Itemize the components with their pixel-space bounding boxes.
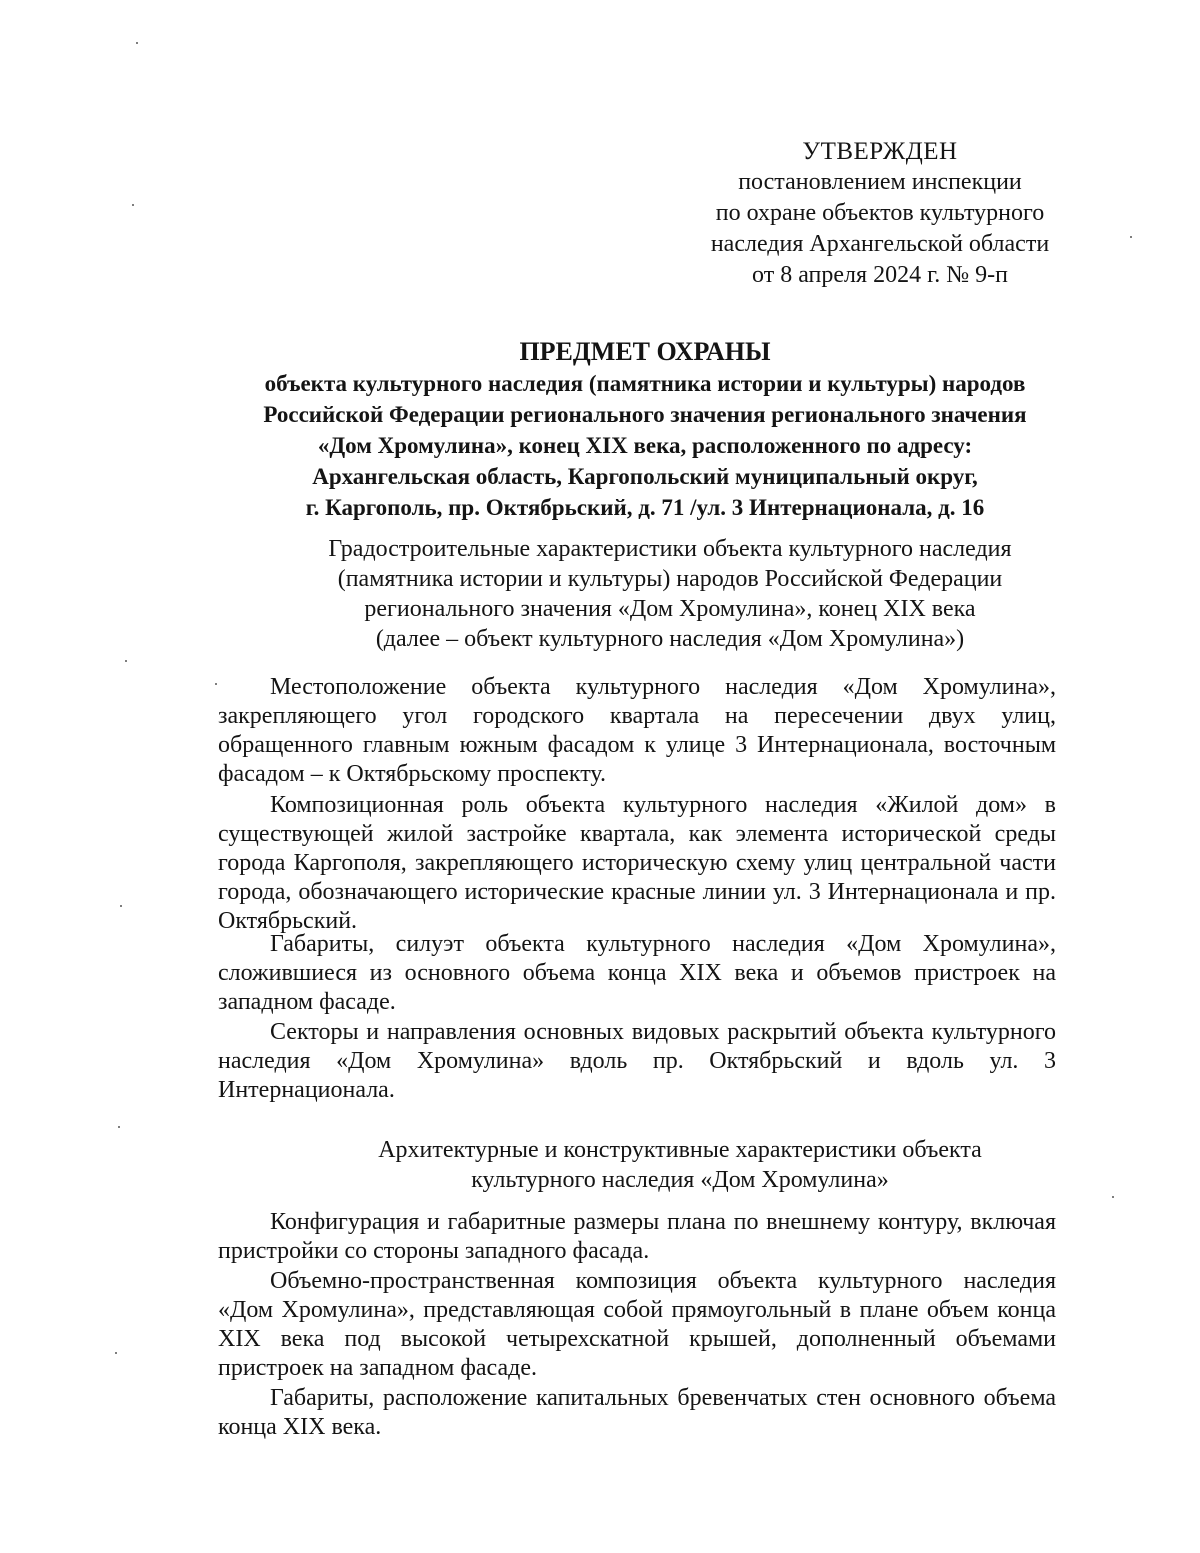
paragraph-walls: Габариты, расположение капитальных бревенчатых стен основного объема конца XIX века. bbox=[218, 1385, 1056, 1440]
section-heading-architecture bbox=[340, 1135, 1020, 1195]
document-subtitle-line: Архангельская область, Каргопольский муниципальный округ, bbox=[312, 464, 978, 489]
section-heading-line: регионального значения «Дом Хромулина», конец XIX века bbox=[364, 596, 976, 622]
scan-speck bbox=[115, 1352, 117, 1354]
document-title: ПРЕДМЕТ ОХРАНЫ bbox=[519, 337, 771, 366]
paragraph-volume-composition: Объемно-пространственная композиция объекта культурного наследия «Дом Хромулина», представляющая собой прямоугольный в плане объем конца XIX века под высокой четырехскатной крышей, дополненный объемами пристроек на западном фасаде. bbox=[218, 1268, 1056, 1381]
section-heading-line: Архитектурные и конструктивные характеристики объекта bbox=[378, 1137, 982, 1163]
document-subtitle-line: Российской Федерации регионального значения регионального значения bbox=[263, 402, 1027, 427]
section-heading-line: культурного наследия «Дом Хромулина» bbox=[471, 1167, 889, 1193]
paragraph-location: Местоположение объекта культурного наследия «Дом Хромулина», закрепляющего угол городского квартала на пересечении двух улиц, обращенного главным южным фасадом к улице 3 Интернационала, восточным фасадом – к Октябрьскому проспекту. bbox=[218, 674, 1056, 787]
approval-title: УТВЕРЖДЕН bbox=[802, 138, 958, 165]
approval-line: по охране объектов культурного bbox=[715, 200, 1045, 226]
section-heading-line: (далее – объект культурного наследия «Дом Хромулина») bbox=[375, 626, 965, 652]
scan-speck bbox=[132, 204, 134, 206]
section-heading-urban-planning bbox=[270, 534, 1070, 654]
scan-speck bbox=[1112, 1196, 1114, 1198]
document-subtitle-line: г. Каргополь, пр. Октябрьский, д. 71 /ул. 3 Интернационала, д. 16 bbox=[305, 495, 985, 520]
paragraph-dimensions-silhouette: Габариты, силуэт объекта культурного наследия «Дом Хромулина», сложившиеся из основного объема конца XIX века и объемов пристроек на западном фасаде. bbox=[218, 931, 1056, 1015]
document-subtitle-line: объекта культурного наследия (памятника истории и культуры) народов bbox=[264, 371, 1026, 396]
scan-speck bbox=[136, 42, 138, 44]
document-heading bbox=[205, 336, 1085, 523]
paragraph-view-sectors: Секторы и направления основных видовых раскрытий объекта культурного наследия «Дом Хромулина» вдоль пр. Октябрьский и вдоль ул. 3 Интернационала. bbox=[218, 1019, 1056, 1103]
scan-speck bbox=[215, 683, 217, 685]
scan-speck bbox=[125, 660, 127, 662]
paragraph-compositional-role: Композиционная роль объекта культурного наследия «Жилой дом» в существующей жилой застройке квартала, как элемента исторической среды города Каргополя, закрепляющего историческую схему улиц центральной части города, обозначающего исторические красные линии ул. 3 Интернационала и пр. Октябрьский. bbox=[218, 792, 1056, 934]
document-subtitle-line: «Дом Хромулина», конец XIX века, расположенного по адресу: bbox=[317, 433, 973, 458]
section-heading-line: Градостроительные характеристики объекта культурного наследия bbox=[328, 536, 1012, 562]
scan-speck bbox=[120, 905, 122, 907]
approval-line: постановлением инспекции bbox=[738, 169, 1022, 195]
scan-speck bbox=[118, 1126, 120, 1128]
section-heading-line: (памятника истории и культуры) народов Российской Федерации bbox=[337, 566, 1003, 592]
paragraph-plan-configuration: Конфигурация и габаритные размеры плана по внешнему контуру, включая пристройки со стороны западного фасада. bbox=[218, 1209, 1056, 1264]
approval-stamp-block bbox=[690, 136, 1070, 291]
approval-line: наследия Архангельской области bbox=[710, 231, 1050, 257]
scan-speck bbox=[1130, 236, 1132, 238]
approval-line: от 8 апреля 2024 г. № 9-п bbox=[752, 262, 1008, 288]
